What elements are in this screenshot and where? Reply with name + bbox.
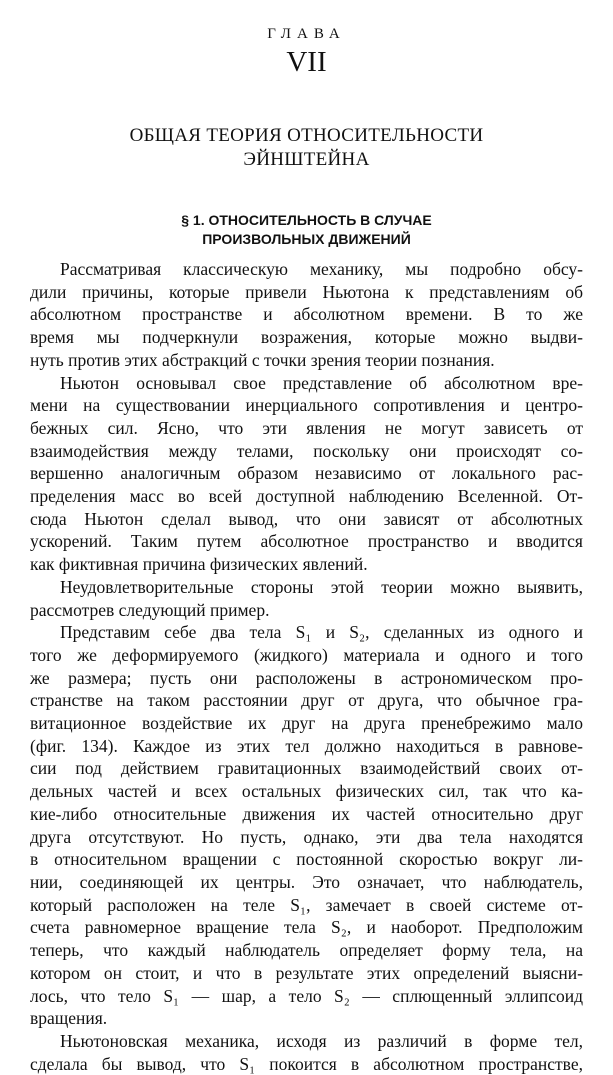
- text-line: же размера; пусть они расположены в астрономическом про-: [30, 667, 583, 688]
- text-line: нии, соединяющей их центры. Это означает, что наблюдатель,: [30, 871, 583, 892]
- chapter-number: VII: [286, 46, 327, 78]
- text-line: ускорений. Таким путем абсолютное пространство и вводится: [30, 531, 583, 552]
- text-line: в относительном вращении с постоянной скоростью вокруг ли-: [30, 849, 583, 870]
- text-line: странстве на таком расстоянии друг от друга, что обычное гра-: [30, 690, 583, 711]
- chapter-title-line: ЭЙНШТЕЙНА: [243, 149, 370, 170]
- text-line: абсолютном пространстве и абсолютном времени. В то же: [30, 304, 583, 325]
- text-line: дили причины, которые привели Ньютона к представлениям об: [30, 281, 583, 302]
- text-line: Рассматривая классическую механику, мы подробно обсу-: [60, 259, 583, 279]
- text-line: бежных сил. Ясно, что эти явления не могут зависеть от: [30, 417, 583, 438]
- section-heading: [0, 211, 613, 249]
- text-line: (фиг. 134). Каждое из этих тел должно находиться в равнове-: [30, 735, 583, 756]
- text-line: друга отсутствуют. Но пусть, однако, эти два тела находятся: [30, 826, 583, 847]
- text-line: сии под действием гравитационных взаимодействий своих от-: [30, 758, 583, 779]
- text-line: теперь, что каждый наблюдатель определяет форму тела, на: [30, 940, 583, 961]
- text-line: рассмотрев следующий пример.: [30, 599, 270, 620]
- text-line: Ньютон основывал свое представление об абсолютном вре-: [60, 372, 583, 393]
- text-line: мени на существовании инерциального сопротивления и центро-: [30, 395, 583, 416]
- text-line: вращения.: [30, 1008, 108, 1029]
- text-line: пределения масс во всей доступной наблюдению Вселенной. От-: [30, 486, 583, 507]
- text-line: сделала бы вывод, что S₁ покоится в абсолютном пространстве,: [30, 1053, 583, 1074]
- text-line: Неудовлетворительные стороны этой теории можно выявить,: [60, 576, 583, 597]
- text-line: лось, что тело S₁ — шар, а тело S₂ — сплющенный эллипсоид: [30, 985, 583, 1006]
- chapter-title-line: ОБЩАЯ ТЕОРИЯ ОТНОСИТЕЛЬНОСТИ: [129, 125, 484, 146]
- text-line: витационное воздействие их друг на друга пренебрежимо мало: [30, 713, 583, 734]
- section-heading-line: ПРОИЗВОЛЬНЫХ ДВИЖЕНИЙ: [202, 231, 411, 247]
- chapter-title: [0, 124, 613, 172]
- text-line: нуть против этих абстракций с точки зрения теории познания.: [30, 349, 495, 370]
- body-text: [30, 258, 583, 1075]
- text-line: который расположен на теле S₁, замечает в своей системе от-: [30, 894, 583, 915]
- text-line: дельных частей и всех остальных физических сил, так что ка-: [30, 781, 583, 802]
- section-heading-line: § 1. ОТНОСИТЕЛЬНОСТЬ В СЛУЧАЕ: [181, 212, 432, 228]
- text-line: время мы подчеркнули возражения, которые можно выдви-: [30, 327, 583, 348]
- chapter-label: ГЛАВА: [267, 26, 346, 42]
- text-line: Представим себе два тела S₁ и S₂, сделанных из одного и: [60, 622, 583, 643]
- text-line: Ньютоновская механика, исходя из различий в форме тел,: [60, 1030, 583, 1051]
- text-line: счета равномерное вращение тела S₂, и наоборот. Предположим: [30, 917, 583, 938]
- text-line: кие-либо относительные движения их частей относительно друг: [30, 803, 583, 824]
- text-line: котором он стоит, и что в результате этих определений выясни-: [30, 962, 583, 983]
- text-line: сюда Ньютон сделал вывод, что они зависят от абсолютных: [30, 508, 583, 529]
- text-line: как фиктивная причина физических явлений.: [30, 554, 368, 575]
- text-line: вершенно аналогичным образом независимо от локального рас-: [30, 463, 583, 484]
- text-line: взаимодействия между телами, поскольку они происходят со-: [30, 440, 583, 461]
- text-line: того же деформируемого (жидкого) материала и одного и того: [30, 644, 583, 665]
